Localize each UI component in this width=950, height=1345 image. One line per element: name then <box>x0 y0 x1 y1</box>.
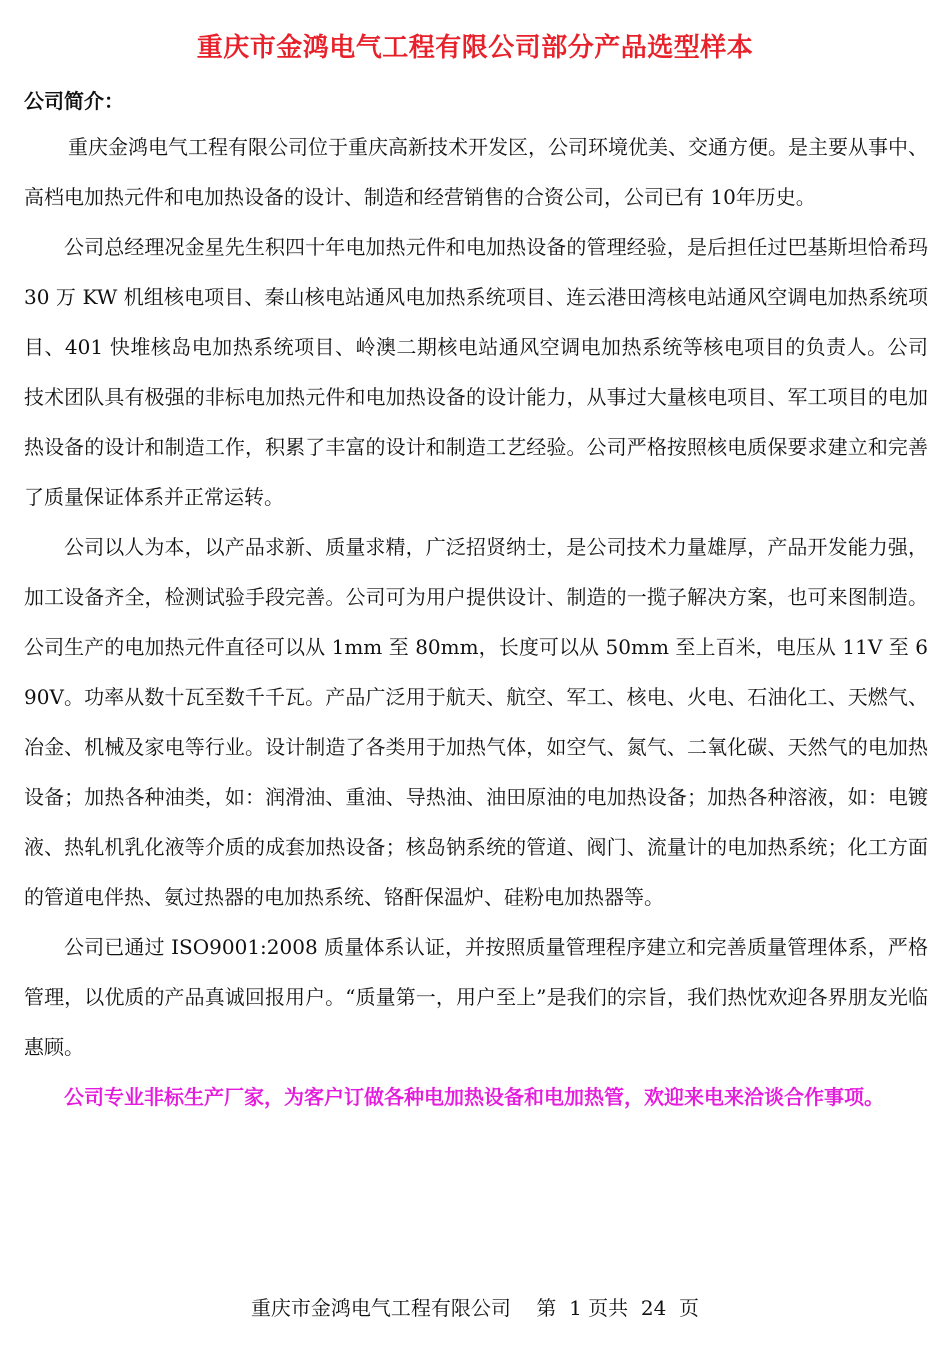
paragraph-management: 公司总经理况金星先生积四十年电加热元件和电加热设备的管理经验，是后担任过巴基斯坦恰希玛 30 万 KW 机组核电项目、秦山核电站通风电加热系统项目、连云港田湾核电站通风空调电加热系统项目、401 快堆核岛电加热系统项目、岭澳二期核电站通风空调电加热系统等核电项目的负责人。公司技术团队具有极强的非标电加热元件和电加热设备的设计能力，从事过大量核电项目、军工项目的电加热设备的设计和制造工作，积累了丰富的设计和制造工艺经验。公司严格按照核电质保要求建立和完善了质量保证体系并正常运转。 <box>24 235 928 509</box>
paragraph-capabilities: 公司以人为本，以产品求新、质量求精，广泛招贤纳士，是公司技术力量雄厚，产品开发能力强，加工设备齐全，检测试验手段完善。公司可为用户提供设计、制造的一揽子解决方案，也可来图制造。公司生产的电加热元件直径可以从 1mm 至 80mm，长度可以从 50mm 至上百米，电压从 11V 至 690V。功率从数十瓦至数千千瓦。产品广泛用于航天、航空、军工、核电、火电、石油化工、天燃气、冶金、机械及家电等行业。设计制造了各类用于加热气体，如空气、氮气、二氧化碳、天然气的电加热设备；加热各种油类，如：润滑油、重油、导热油、油田原油的电加热设备；加热各种溶液，如：电镀液、热轧机乳化液等介质的成套加热设备；核岛钠系统的管道、阀门、流量计的电加热系统；化工方面的管道电伴热、氨过热器的电加热系统、铬酐保温炉、硅粉电加热器等。 <box>24 535 928 909</box>
highlight-paragraph: 公司专业非标生产厂家，为客户订做各种电加热设备和电加热管，欢迎来电来洽谈合作事项。 <box>64 1085 884 1109</box>
document-title: 重庆市金鸿电气工程有限公司部分产品选型样本 <box>196 33 754 63</box>
section-heading: 公司简介： <box>24 89 124 113</box>
paragraph-intro: 重庆金鸿电气工程有限公司位于重庆高新技术开发区，公司环境优美、交通方便。是主要从事中、高档电加热元件和电加热设备的设计、制造和经营销售的合资公司，公司已有 10年历史。 <box>24 135 928 209</box>
paragraph-quality: 公司已通过 ISO9001:2008 质量体系认证，并按照质量管理程序建立和完善质量管理体系，严格管理，以优质的产品真诚回报用户。“质量第一，用户至上”是我们的宗旨，我们热忱欢迎各界朋友光临惠顾。 <box>24 935 928 1059</box>
page-footer <box>0 1290 950 1326</box>
footer-company: 重庆市金鸿电气工程有限公司 <box>250 1296 511 1320</box>
body-text <box>24 122 928 1122</box>
footer-page-info: 第 1 页共 24 页 <box>536 1296 700 1320</box>
footer-gap <box>511 1296 536 1320</box>
